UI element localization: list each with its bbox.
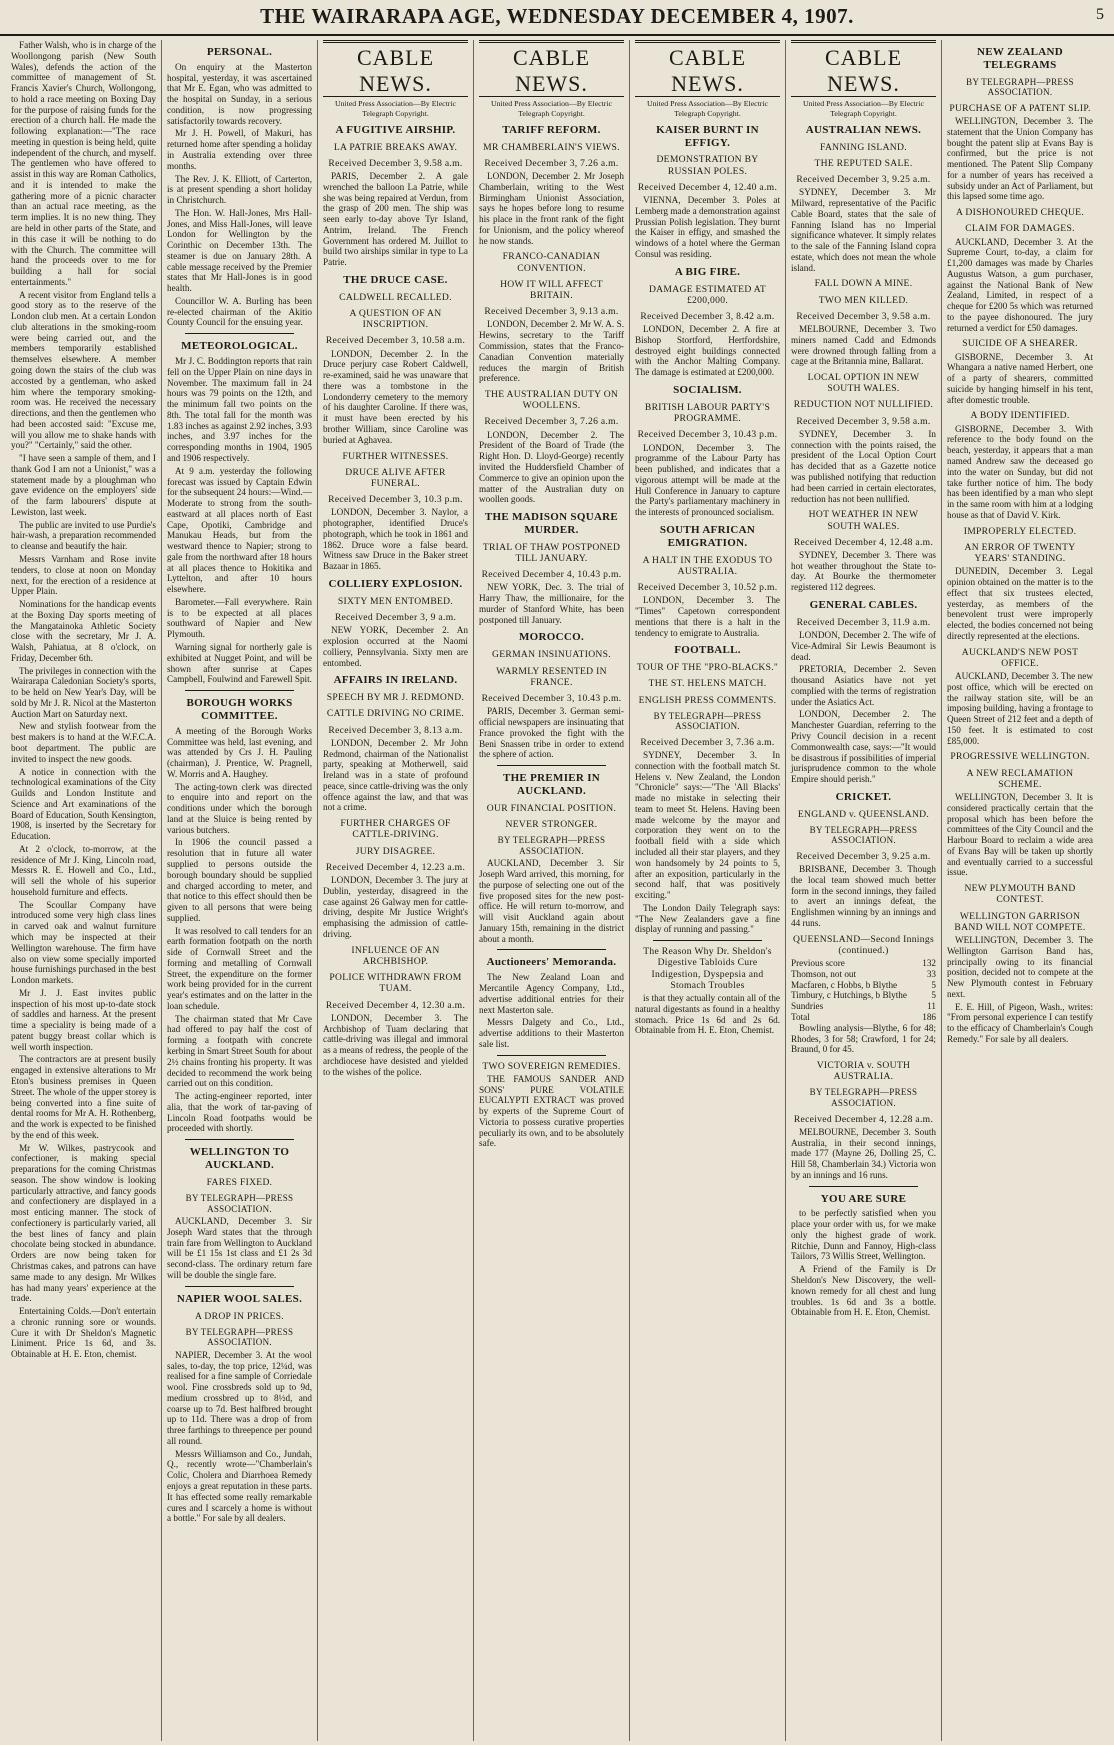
scorecard-total [791,1012,936,1023]
section-heading: AUSTRALIAN NEWS. [805,123,922,136]
article-paragraph: LONDON, December 2. Mr Joseph Chamberlain, writing to the West Birmingham Unionist Association, says he hopes before long to resume his place in the front rank of the fight for Unionism, and the policy whereof he now stands. [479,170,624,246]
article-paragraph: The Scoullar Company have introduced some very high class lines in carved oak and walnut furniture which may be inspected at their Wellington warehouse. The firm have also on view some specially imported house furnishings purchased in the best London markets. [11,899,156,986]
article-paragraph: Entertaining Colds.—Don't entertain a chronic running sore or wounds. Cure it with Dr Sheldon's Magnetic Liniment. Price 1s 6d, and 3s. Obtainable at H. E. Eton, chemist. [11,1306,156,1360]
section-subheading: A HALT IN THE EXODUS TO AUSTRALIA. [642,554,773,577]
section-subheading: BRITISH LABOUR PARTY'S PROGRAMME. [644,401,771,425]
article-paragraph: The privileges in connection with the Wairarapa Caledonian Society's sports, to be held on New Year's Day, will be sold by Mr J. R. Nicol at the Masterton Auction Mart on Saturday next. [11,665,157,719]
article-paragraph: LONDON, December 3. Naylor, a photographer, identified Druce's photograph, which he took in 1861 and 1862. Druce wore a false beard. Witness saw Druce in the Baker street Bazaar in 1865. [323,507,468,572]
scorecard-row [791,1001,936,1012]
column-3 [318,40,474,1741]
divider [185,690,294,691]
article-paragraph: SYDNEY, December 3. There was hot weather throughout the State to-day. At Bourke the thermometer registered 112 degrees. [791,549,936,593]
section-subheading: FARES FIXED. [206,1176,273,1188]
article-paragraph: Warning signal for northerly gale is exhibited at Nugget Point, and will be shown after sunrise at Capes Campbell, Foulwind and Farewell Spit. [167,642,312,685]
section-heading: THE MADISON SQUARE MURDER. [484,511,619,536]
section-subheading: THE REPUTED SALE. [814,157,913,169]
divider [185,1286,294,1287]
divider [497,1055,606,1056]
section-heading: MOROCCO. [518,631,585,644]
article-paragraph: LONDON, December 3. The programme of the Labour Party has been published, and indicates that a vigorous attempt will be made at the Hull Conference in January to capture the Party's parliamentary machinery in the interests of pronounced socialism. [635,442,780,518]
section-subheading: FANNING ISLAND. [820,141,907,153]
column-6 [786,40,942,1741]
article-paragraph: GISBORNE, December 3. At Whangara a native named Herbert, one of a party of shearers, committed suicide by hanging himself in his tent, after domestic trouble. [947,351,1093,405]
article-paragraph: MELBOURNE, December 3. Two miners named Cadd and Edmonds were drowned through falling from a cage at the Britannia mine, Ballarat. [791,323,936,367]
article-paragraph: The Rev. J. K. Elliott, of Carterton, is at present spending a short holiday in Christchurch. [167,173,312,206]
received-line: Received December 3, 9 a.m. [334,612,457,624]
article-paragraph: WELLINGTON, December 3. It is considered practically certain that the proposal which has been before the committees of the City Council and the Harbour Board to reclaim a wide area of Evans Bay will be taken up shortly and eventually carried to a successful issue. [947,792,1093,878]
article-paragraph: AUCKLAND, December 3. The new post office, which will be erected on the railway station site, will be an imposing building, having a frontage to Queen Street of 212 feet and a depth of 150 feet. It is estimated to cost £85,000. [947,671,1093,746]
wire-credit: BY TELEGRAPH—PRESS ASSOCIATION. [497,835,606,856]
article-paragraph: At 2 o'clock, to-morrow, at the residence of Mr J. King, Lincoln road, Messrs R. E. Howell and Co., Ltd., will sell the whole of his superior household furniture and effects. [11,843,156,897]
divider [809,1186,918,1187]
article-paragraph: "I have seen a sample of them, and I thank God I am not a Unionist," was a statement made by a ploughman who gave evidence on the employers' side of the farm labourers' dispute at Lewiston, last week. [11,453,156,517]
article-paragraph: The acting-engineer reported, inter alia, that the work of tar-paving of Lincoln Road footpaths would be proceeded with shortly. [167,1091,312,1134]
received-line: Received December 3, 9.25 a.m. [796,850,931,862]
wire-credit: United Press Association—By Electric Telegraph Copyright. [802,99,925,118]
received-line: Received December 4, 12.23 a.m. [325,861,466,873]
section-heading: PERSONAL. [206,46,273,58]
received-line: Received December 3, 10.3 p.m. [328,494,463,506]
section-subheading: IMPROPERLY ELECTED. [963,525,1077,537]
section-heading: NEW ZEALAND TELEGRAMS [977,46,1063,71]
received-line: Received December 3, 9.58 a.m. [796,415,931,427]
article-paragraph: GISBORNE, December 3. With reference to the body found on the beach, yesterday, it appears that a man named Andrew saw the deceased go into the water on Sunday, but did not take further notice of him. The body has been identified by a man who slept in the same room with him at a lodging house as that of David V. Kirk. [947,423,1093,520]
section-heading: SOCIALISM. [673,384,742,396]
section-heading: WELLINGTON TO AUCKLAND. [189,1146,290,1171]
article-paragraph: DUNEDIN, December 3. Legal opinion obtained on the matter is to the effect that six trustees elected, yesterday, as members of the benevolent trust were improperly elected, the bodies concerned not being directly represented at the elections. [947,566,1093,641]
advertisement-text: to be perfectly satisfied when you place your order with us, for we make only the highest grade of work. Ritchie, Dunn and Fannoy, High-class Tailors, 73 Willis Street, Wellington. [791,1208,936,1262]
section-subheading: CALDWELL RECALLED. [339,291,452,303]
section-subheading: A NEW RECLAMATION SCHEME. [966,767,1074,790]
received-line: Received December 4, 12.30 a.m. [325,999,466,1011]
article-paragraph: A recent visitor from England tells a good story as to the reserve of the London club men. At a certain London club alterations in the smoking-room were being carried out, and the members temporarily established themselves elsewhere. A member going down the stairs of the club was accosted by a gentleman, who asked him where the temporary smoking-room was. He received the necessary directions, and then the gentlemen who had been accosted said: "Excuse me, will you allow me to shake hands with you?" "Certainly," said the other. [11,289,156,451]
section-subheading: A BODY IDENTIFIED. [970,410,1070,422]
section-heading: GENERAL CABLES. [809,599,918,611]
section-subheading: GERMAN INSINUATIONS. [492,649,611,661]
advertisement-text: A Friend of the Family is Dr Sheldon's New Discovery, the well-known remedy for all chest and lung troubles. 1s 6d and 3s a bottle. Obtainable from H. E. Eton, Chemist. [791,1264,936,1318]
section-subheading: FURTHER WITNESSES. [342,450,449,462]
section-subheading: REDUCTION NOT NULLIFIED. [793,399,934,411]
received-line: Received December 3, 8.13 a.m. [328,724,463,736]
total-label: Total [791,1011,810,1022]
article-paragraph: In 1906 the council passed a resolution that in future all water supplied to persons outside the borough boundary should be supplied and charged according to meter, and that notice to this effect should then be given to all persons that were being supplied. [167,837,312,923]
article-paragraph: AUCKLAND, December 3. Sir Joseph Ward states that the through train fare from Wellington to Auckland will be £1 15s 1st class and £1 2s 3d second-class. The ordinary return fare will be double the single fare. [167,1216,312,1280]
received-line: Received December 3, 8.42 a.m. [640,310,775,322]
section-heading: Auctioneers' Memoranda. [486,956,617,969]
wire-credit: BY TELEGRAPH—PRESS ASSOCIATION. [966,76,1074,98]
section-subheading: NEVER STRONGER. [505,818,598,830]
section-subheading: PURCHASE OF A PATENT SLIP. [949,102,1091,114]
column-2 [162,40,318,1741]
article-paragraph: The acting-town clerk was directed to enquire into and report on the conditions under which the borough land at the Sluice is being rented by various butchers. [167,781,312,835]
section-subheading: SIXTY MEN ENTOMBED. [337,595,454,607]
article-paragraph: MELBOURNE, December 3. South Australia, in their second innings, made 177 (Mayne 26, Dolling 25, C. Hill 58, Chamberlain 34.) Victoria won by an innings and 16 runs. [791,1126,936,1180]
section-heading: A BIG FIRE. [674,265,741,278]
advertisement-text: is that they actually contain all of the natural digestants as found in a healthy stomach. Price 1s 6d and 2s 6d. Obtainable from H. E. Eton, Chemist. [635,992,780,1036]
article-paragraph: The New Zealand Loan and Mercantile Agency Company, Ltd., advertise additional entries for their next Masterton sale. [479,972,624,1015]
wire-credit: United Press Association—By Electric Telegraph Copyright. [646,99,769,118]
batsman-name: Macfaren, c Hobbs, b Blythe [791,979,898,990]
article-paragraph: LONDON, December 2. In the Druce perjury case Robert Caldwell, re-examined, said he was unaware that there was a tombstone in the Londonderry cemetery to the memory of his daughter Caroline. If there was, it must have been erected by his brother William, since Caroline was buried at Aghavea. [323,348,468,445]
received-line: Received December 3, 9.58 a.m. [328,157,463,169]
section-subheading: DEMONSTRATION BY RUSSIAN POLES. [656,154,759,177]
article-paragraph: The Hon. W. Hall-Jones, Mrs Hall-Jones, and Miss Hall-Jones, will leave London for Wellington by the Corinthic on December 13th. The steamer is due on January 28th. A cable message received by the Premier states that Mr Hall-Jones is in good health. [167,207,312,294]
received-line: Received December 3, 11.9 a.m. [796,616,931,628]
section-subheading: INFLUENCE OF AN ARCHBISHOP. [351,944,440,967]
article-paragraph: WELLINGTON, December 3. The statement that the Union Company has bought the patent slip at Evans Bay is confirmed, but the price is not mentioned. The Patent Slip Company for a number of years has received a subsidy under an Act of Parliament, but this lapsed some time ago. [947,115,1093,202]
section-subheading: WARMLY RESENTED IN FRANCE. [496,665,607,688]
article-paragraph: SYDNEY, December 3. In connection with the football match St. Helens v. New Zealand, the London "Chronicle" says:—"The 'All Blacks' made no mistake in selecting their team to meet St. Helens. Having been made welcome by the mayor and corporation they went on to the football field with a side which included all their star players, and they won handsomely by 24 points to 5, after an exposition, particularly in the second half, that was positively exciting." [635,750,780,901]
scorecard-row [791,969,936,980]
advertisement-heading: TWO SOVEREIGN REMEDIES. [482,1060,621,1072]
article-paragraph: LONDON, December 2. The President of the Board of Trade (the Right Hon. D. Lloyd-George) recently invited the Huddersfield Chamber of Commerce to give an opinion upon the matter of the Australian duty on woollen goods. [479,429,624,505]
runs-value: 132 [922,958,936,969]
article-paragraph: The London Daily Telegraph says: "The New Zealanders gave a fine display of running and passing." [635,902,780,935]
advertisement-heading: YOU ARE SURE [820,1192,907,1205]
article-paragraph: Bowling analysis—Blythe, 6 for 48; Rhodes, 3 for 58; Crawford, 1 for 24; Braund, 0 for 45. [791,1022,936,1055]
section-subheading: NEW PLYMOUTH BAND CONTEST. [964,883,1076,906]
scorecard-title: QUEENSLAND—Second Innings (continued.) [792,933,934,956]
section-subheading: FRANCO-CANADIAN CONVENTION. [502,251,601,274]
received-line: Received December 3, 10.52 p.m. [637,582,778,594]
section-subheading: WELLINGTON GARRISON BAND WILL NOT COMPETE. [954,910,1086,933]
section-subheading: A DISHONOURED CHEQUE. [955,207,1085,219]
cable-news-banner: CABLE NEWS. [323,40,468,97]
article-paragraph: LONDON, December 3. The Archbishop of Tuam declaring that cattle-driving was illegal and immoral as a means of redress, the people of the archdiocese have desisted and yielded to the wishes of the police. [323,1012,468,1077]
scorecard [791,958,936,1023]
article-paragraph: NAPIER, December 3. At the wool sales, to-day, the top price, 12¼d, was realised for a fine sample of Corriedale wool. Fine crossbreds sold up to 9d, medium crossbred up to 8½d, and coarse up to 7d. Best halfbred brought up to 11d. There was a drop of from three farthings to threepence per pound all round. [167,1349,312,1446]
section-subheading: LOCAL OPTION IN NEW SOUTH WALES. [807,372,920,395]
received-line: Received December 3, 7.26 a.m. [484,157,619,169]
section-heading: KAISER BURNT IN EFFIGY. [656,123,759,149]
section-subheading: AN ERROR OF TWENTY YEARS' STANDING. [964,541,1076,565]
received-line: Received December 3, 10.43 p.m. [481,693,622,704]
section-subheading: TOUR OF THE "PRO-BLACKS." [636,662,779,674]
article-paragraph: NEW YORK, Dec. 3. The trial of Harry Thaw, the millionaire, for the murder of Stanford White, has been postponed till January. [479,582,624,625]
section-subheading: TWO MEN KILLED. [818,294,909,306]
article-paragraph: A notice in connection with the technological examinations of the City Guilds and London Institute and Science and Art examinations of the Board of Education, South Kensington, 1908, is inserted by the Secretary for Education. [11,766,156,842]
cable-news-banner: CABLE NEWS. [479,40,624,97]
advertisement-text: E. E. Hill, of Pigeon, Wash., writes: "From personal experience I can testify to the efficacy of Chamberlain's Cough Remedy." For sale by all dealers. [947,1001,1093,1044]
section-heading: SOUTH AFRICAN EMIGRATION. [659,523,756,549]
article-paragraph: BRISBANE, December 3. Though the local team showed much better form in the second innings, they failed to avert an innings defeat, the Englishmen winning by an innings and 44 runs. [791,864,936,928]
batsman-name: Previous score [791,958,845,969]
received-line: Received December 4, 12.48 a.m. [793,536,934,548]
wire-credit: BY TELEGRAPH—PRESS ASSOCIATION. [185,1326,294,1348]
section-heading: CRICKET. [835,790,892,803]
section-heading: AFFAIRS IN IRELAND. [333,674,458,687]
section-subheading: DAMAGE ESTIMATED AT £200,000. [648,283,767,306]
article-paragraph: LONDON, December 2. Mr W. A. S. Hewins, secretary to the Tariff Commission, states that the Franco-Canadian Convention materially reduces the margin of British preference. [479,319,624,384]
article-paragraph: LONDON, December 3. The "Times" Capetown correspondent mentions that there is a halt in the tendency to emigrate to Australia. [635,595,780,638]
article-paragraph: LONDON, December 2. A fire at Bishop Stortford, Hertfordshire, destroyed eight buildings connected with the Anchor Malting Company. The damage is estimated at £200,000. [635,324,780,378]
columns [6,40,1110,1741]
section-heading: THE DRUCE CASE. [343,273,448,286]
section-heading: FOOTBALL. [674,644,741,657]
article-paragraph: Messrs Dalgety and Co., Ltd., advertise additions to their Masterton sale list. [479,1017,624,1049]
section-subheading: ENGLAND v. QUEENSLAND. [797,808,930,820]
section-subheading: CATTLE DRIVING NO CRIME. [326,708,465,720]
article-paragraph: On enquiry at the Masterton hospital, yesterday, it was ascertained that Mr E. Egan, who was admitted to the hospital on Sunday, in a serious condition, is now progressing satisfactorily towards recovery. [167,61,312,126]
section-subheading: AUCKLAND'S NEW POST OFFICE. [961,646,1079,669]
runs-value: 5 [931,979,936,990]
section-subheading: THE ST. HELENS MATCH. [648,678,767,690]
article-paragraph: Mr J. C. Boddington reports that rain fell on the Upper Plain on nine days in November. The maximum fall in 24 hours was 79 points on the 12th, and the minimum fall two points on the 8th. The total fall for the month was 1.83 inches as against 2.92 inches, 3.93 inches, and 3.97 inches for the corresponding months in 1904, 1905 and 1906 respectively. [167,356,312,463]
advertisement-text: Messrs Williamson and Co., Jundah, Q., recently wrote—"Chamberlain's Colic, Cholera and Diarrhoea Remedy enjoys a great reputation in these parts. It has effected some really remarkable cures and I scarcely a home is without a bottle." For sale by all dealers. [167,1448,312,1524]
wire-credit: United Press Association—By Electric Telegraph Copyright. [490,99,613,118]
article-paragraph: AUCKLAND, December 3. At the Supreme Court, to-day, a claim for £1,200 damages was made by Charles Augustus Watson, a gum purchaser, against the National Bank of New Zealand, Limited, in respect of a cheque for £200 5s which was returned to the payee dishonoured. The jury returned a verdict for £50 damages. [947,236,1093,333]
article-paragraph: LONDON, December 2. The Manchester Guardian, referring to the Privy Council decision in a recent Commonwealth case, says:—"It would be disastrous if possibilities of imperial jurisprudence common to the whole Empire should perish." [791,709,936,785]
received-line: Received December 3, 7.26 a.m. [484,416,619,428]
column-4 [474,40,630,1741]
article-paragraph: Mr J. H. Powell, of Makuri, has returned home after spending a holiday in Australia extending over three months. [167,128,312,171]
article-paragraph: PARIS, December 2. A gale wrenched the balloon La Patrie, while she was being repaired at Verdun, from the grasp of 200 men. The ship was seen early to-day above Tyr Island, Antrim, Ireland. The French Government has ordered M. Juillot to build two airships similar in type to La Patrie. [323,170,468,268]
section-subheading: SPEECH BY MR J. REDMOND. [326,692,465,704]
section-subheading: JURY DISAGREE. [355,845,436,857]
cable-news-banner: CABLE NEWS. [635,40,780,97]
section-subheading: VICTORIA v. SOUTH AUSTRALIA. [816,1060,911,1083]
received-line: Received December 3, 10.43 p.m. [637,429,778,441]
divider [185,333,294,334]
section-subheading: SUICIDE OF A SHEARER. [962,338,1078,350]
section-heading: NAPIER WOOL SALES. [176,1292,303,1305]
article-paragraph: LONDON, December 2. The wife of Vice-Admiral Sir Lewis Beaumont is dead. [791,630,936,662]
section-subheading: FURTHER CHARGES OF CATTLE-DRIVING. [340,818,451,841]
received-line: Received December 4, 12.28 a.m. [793,1113,934,1125]
received-line: Received December 4, 10.43 p.m. [481,569,622,581]
article-paragraph: Councillor W. A. Burling has been re-elected chairman of the Akitio County Council for the ensuing year. [167,295,312,328]
received-line: Received December 3, 9.58 a.m. [796,310,931,322]
article-paragraph: Mr W. Wilkes, pastrycook and confectioner, is making special preparations for the coming Christmas season. The show window is looking particularly attractive, and fancy goods and confectionery are displayed in a most enticing manner. The stock of confectionery is particularly varied, all the best lines of fancy and plain chocolate being stocked in abundance. Orders are now being taken for Christmas cakes, and patrons can have same made to any design. Mr Wilkes has had many years' experience at the trade. [11,1142,156,1304]
section-subheading: PROGRESSIVE WELLINGTON. [950,751,1090,763]
article-paragraph: At 9 a.m. yesterday the following forecast was issued by Captain Edwin for the subsequent 24 hours:—Wind.—Moderate to strong from the south-eastward at all places north of East Cape, Opotiki, Cambridge and Manukau Heads, but from the westward thence to Napier; strong to gale from the northward after 18 hours at all places thence to Hokitika and Lyttelton, and after 10 hours elsewhere. [167,465,312,595]
section-heading: THE PREMIER IN AUCKLAND. [502,772,601,797]
received-line: Received December 3, 9.13 a.m. [484,306,619,318]
received-line: Received December 3, 9.25 a.m. [796,173,931,185]
article-paragraph: Messrs Varnham and Rose invite tenders, to close at noon on Monday next, for the erection of a residence at Upper Plain. [11,553,156,597]
section-subheading: FALL DOWN A MINE. [814,278,913,290]
section-subheading: A QUESTION OF AN INSCRIPTION. [349,307,442,331]
article-paragraph: LONDON, December 3. The jury at Dublin, yesterday, disagreed in the case against 26 Galway men for cattle-driving, despite Mr Justice Wright's emphasising the admission of cattle-driving. [323,875,468,939]
wire-credit: United Press Association—By Electric Telegraph Copyright. [334,99,457,118]
divider [653,940,762,941]
section-subheading: THE AUSTRALIAN DUTY ON WOOLLENS. [484,389,619,412]
article-paragraph: Mr J. J. East invites public inspection of his most up-to-date stock of saddles and harness. At the present time a speciality is being made of a patent buggy breast collar which is well worth inspection. [11,987,156,1052]
runs-value: 5 [931,990,936,1001]
runs-value: 33 [926,968,936,979]
section-heading: TARIFF REFORM. [502,123,601,136]
scorecard-row [791,980,936,991]
section-heading: A FUGITIVE AIRSHIP. [335,123,456,136]
section-subheading: CLAIM FOR DAMAGES. [965,223,1075,235]
wire-credit: BY TELEGRAPH—PRESS ASSOCIATION. [809,1087,918,1108]
section-subheading: OUR FINANCIAL POSITION. [486,802,617,814]
article-paragraph: It was resolved to call tenders for an earth formation footpath on the north side of Cornwall Street and the forming and metalling of Cornwall Street, the expenditure on the former work being provided for in the current year's estimates and on the latter in the loan schedule. [167,925,312,1011]
section-subheading: MR CHAMBERLAIN'S VIEWS. [483,141,620,153]
section-subheading: HOT WEATHER IN NEW SOUTH WALES. [808,509,919,532]
section-subheading: POLICE WITHDRAWN FROM TUAM. [329,972,462,995]
article-paragraph: SYDNEY, December 3. Mr Milward, representative of the Pacific Cable Board, states that the sale of Fanning Island has no Imperial significance whatever. It simply relates to the sale of the Fanning Island copra estate, which does not mean the whole island. [791,187,936,273]
article-paragraph: New and stylish footwear from the best makers is to hand at the W.F.C.A. boot department. The public are invited to inspect the new goods. [11,721,156,764]
article-paragraph: LONDON, December 2. Mr John Redmond, chairman of the Nationalist party, speaking at Motherwell, said Ireland was in a state of profound peace, since cattle-driving was the only offence against the law, and that was not a crime. [323,737,468,813]
scorecard-row [791,958,936,969]
batsman-name: Timbury, c Hutchings, b Blythe [791,990,907,1001]
cable-news-banner: CABLE NEWS. [791,40,936,97]
received-line: Received December 3, 7.36 a.m. [640,736,775,748]
wire-credit: BY TELEGRAPH—PRESS ASSOCIATION. [809,824,918,846]
runs-value: 11 [927,1001,936,1012]
divider [497,765,606,766]
section-heading: METEOROLOGICAL. [181,340,298,353]
article-paragraph: Nominations for the handicap events at the Boxing Day sports meeting of the Mangatainoka Athletic Society close with the secretary, Mr J. A. Walsh, Pahiatua, at 8 o'clock, on Friday, December 6th. [11,599,156,663]
wire-credit: BY TELEGRAPH—PRESS ASSOCIATION. [185,1193,294,1214]
advertisement-heading: The Reason Why Dr. Sheldon's Digestive Tabloids Cure Indigestion, Dyspepsia and Stomach Troubles [643,946,772,991]
column-5 [630,40,786,1741]
article-paragraph: SYDNEY, December 3. In connection with the points raised, the president of the Local Option Court has decided that as a Gazette notice was published notifying that reduction had been carried in certain electorates, reduction has not been nullified. [791,428,936,504]
divider [185,1139,294,1140]
article-paragraph: WELLINGTON, December 3. The Wellington Garrison Band has, principally owing to its financial position, decided not to compete at the New Plymouth contest in February next. [947,935,1093,999]
received-line: Received December 3, 10.58 a.m. [325,335,466,347]
article-paragraph: The contractors are at present busily engaged in extensive alterations to Mr Eton's business premises in Queen Street. The whole of the upper storey is being converted into a fine suite of dental rooms for Mr A. H. Rothenberg, and the work is expected to be finished by the end of this week. [11,1054,156,1140]
article-paragraph: PRETORIA, December 2. Seven thousand Asiatics have not yet complied with the terms of registration under the Asiatics Act. [791,664,936,707]
section-subheading: ENGLISH PRESS COMMENTS. [638,694,777,706]
article-paragraph: PARIS, December 3. German semi-official newspapers are insinuating that France provoked the fight with the Beni Snassen tribe in order to extend the sphere of action. [479,706,624,760]
page-number: 5 [1096,6,1104,23]
wire-credit: BY TELEGRAPH—PRESS ASSOCIATION. [653,710,762,732]
column-1 [6,40,162,1741]
section-subheading: LA PATRIE BREAKS AWAY. [333,141,458,153]
scorecard-row [791,990,936,1001]
article-paragraph: AUCKLAND, December 3. Sir Joseph Ward arrived, this morning, for the purpose of selecting one out of the five proposed sites for the new post-office. He will return to-morrow, and will visit Auckland again about January 15th, remaining in the district about a month. [479,858,624,944]
masthead-title: THE WAIRARAPA AGE, WEDNESDAY DECEMBER 4, 1907. [260,4,854,28]
divider [497,949,606,950]
section-subheading: TRIAL OF THAW POSTPONED TILL JANUARY. [482,541,621,564]
column-7 [942,40,1098,1741]
article-paragraph: The public are invited to use Purdie's hair-wash, a preparation recommended to cleanse and beautify the hair. [11,519,156,552]
article-paragraph: VIENNA, December 3. Poles at Lemberg made a demonstration against Prussian Polish legislation. They burnt the Kaiser in effigy, and smashed the windows of a hotel where the German Consul was residing. [635,195,780,259]
received-line: Received December 4, 12.40 a.m. [637,181,778,193]
section-heading: COLLIERY EXPLOSION. [328,577,463,590]
article-paragraph: Barometer.—Fall everywhere. Rain is to be expected at all places southward of Napier and New Plymouth. [167,596,312,640]
advertisement-text: THE FAMOUS SANDER AND SONS' PURE VOLATILE EUCALYPTI EXTRACT was proved by experts of the Supreme Court of Victoria to possess curative properties peculiarly its own, and to be absolutely safe. [479,1073,624,1149]
article-paragraph: A meeting of the Borough Works Committee was held, last evening, and was attended by Crs J. H. Pauling (chairman), J. Prentice, W. Pragnell, W. Morris and A. Haughey. [167,725,312,779]
article-paragraph: The chairman stated that Mr Cave had offered to pay half the cost of forming a footpath with concrete kerbing in Smart Street South for about 2½ chains fronting his property. It was decided to recommend the work being carried out on this condition. [167,1013,312,1089]
article-paragraph: NEW YORK, December 2. An explosion occurred at the Naomi colliery, Pennsylvania. Sixty men are entombed. [323,625,468,668]
section-subheading: HOW IT WILL AFFECT BRITAIN. [500,278,603,301]
total-value: 186 [922,1011,936,1022]
masthead [0,0,1114,36]
section-subheading: DRUCE ALIVE AFTER FUNERAL. [345,466,446,489]
batsman-name: Thomson, not out [791,968,857,979]
batsman-name: Sundries [791,1001,824,1012]
section-subheading: A DROP IN PRICES. [195,1310,284,1322]
article-paragraph: Father Walsh, who is in charge of the Woollongong parish (New South Wales), defends the action of the committee of management of St. Francis Xavier's Church, Wollongong, to hold a race meeting on Boxing Day for the purpose of raising funds for the erection of a church hall. He made the following explanation:—"The race meeting in question is being held, quite independent of the church, and myself. The gentlemen who have offered to assist in this way are Roman Catholics, and it is intended to make the gathering more of a picnic character than an actual race meeting, as the term implies. It is no new thing. They are held in other parts of the State, and in this case it will be nothing to do with the Church. The committee will hand the proceeds over to me for building a hall for social entertainments." [11,40,156,287]
section-heading: BOROUGH WORKS COMMITTEE. [186,697,293,722]
